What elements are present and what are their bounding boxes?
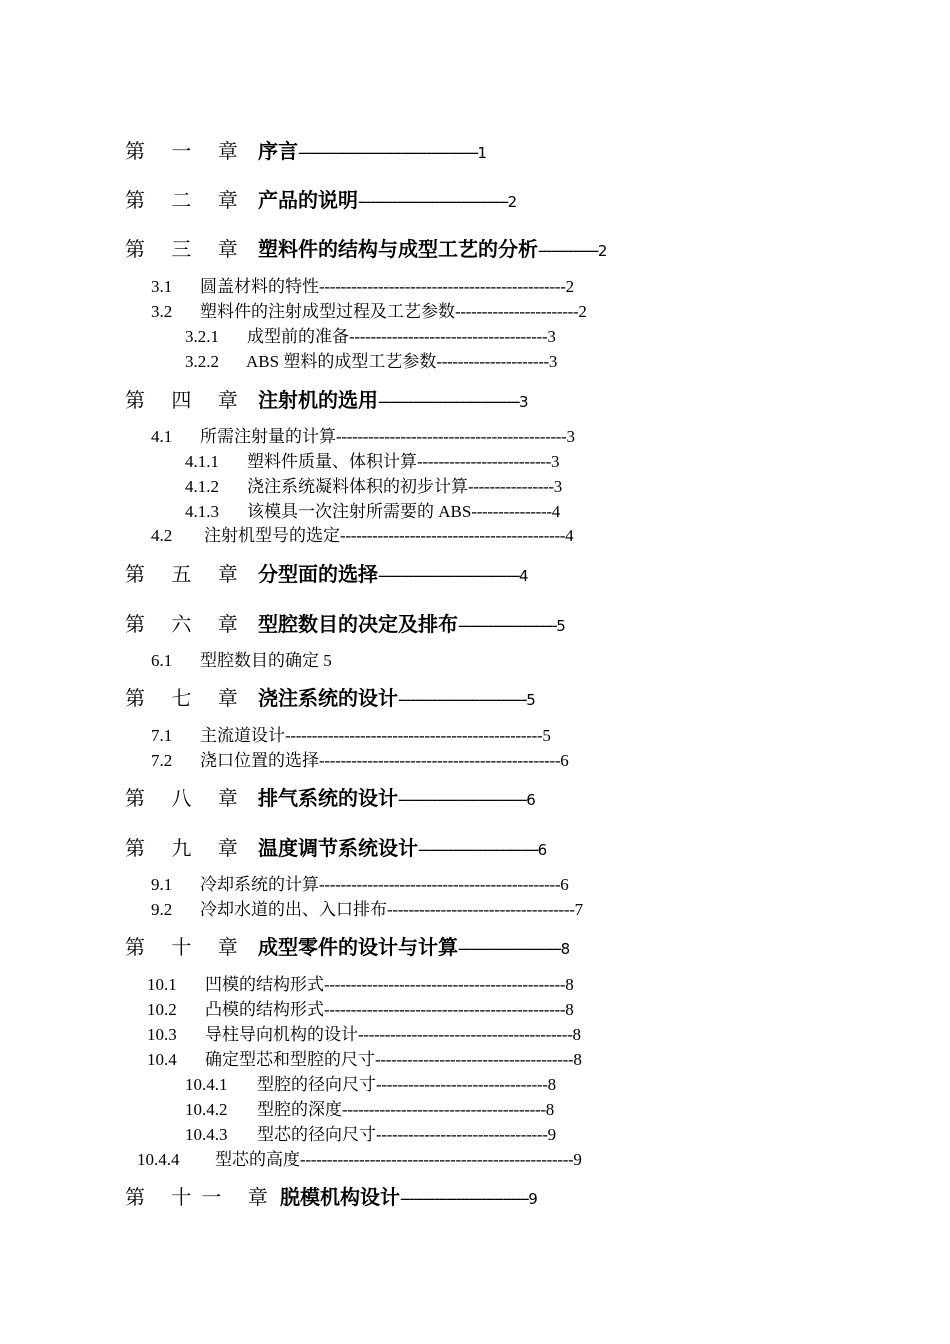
page-number: 3 — [547, 327, 556, 346]
section-title: 浇口位置的选择---------------------------------------------6 — [200, 751, 569, 770]
leader-dots: --------------------------------------------- — [324, 975, 566, 994]
chapter-label: 第 三 章 — [125, 237, 248, 261]
section-number: 3.1 — [151, 277, 173, 296]
chapter-title: 塑料件的结构与成型工艺的分析--------------2 — [258, 237, 608, 261]
section-number: 4.1.2 — [185, 477, 219, 496]
leader-dots: -------------------------------------- — [342, 1100, 546, 1119]
page-number: 4 — [551, 502, 561, 521]
chapter-label: 第 九 章 — [125, 836, 248, 860]
chapter-label: 第 七 章 — [125, 686, 248, 710]
section-number: 4.1.3 — [185, 502, 219, 521]
section-number: 4.1 — [151, 427, 173, 446]
chapter-title: 产品的说明-----------------------------------2 — [258, 188, 518, 212]
section-title: 所需注射量的计算-------------------------------------------3 — [200, 427, 576, 446]
chapter-label: 第 十 章 — [125, 935, 248, 959]
section-title: 主流道设计------------------------------------------------5 — [200, 726, 551, 745]
section-title: 圆盖材料的特性----------------------------------------------2 — [200, 277, 575, 296]
page-number: 8 — [560, 940, 571, 958]
section-number: 10.2 — [147, 1000, 177, 1019]
chapter-label: 第 五 章 — [125, 562, 248, 586]
section-title: 冷却系统的计算---------------------------------------------6 — [200, 875, 569, 894]
leader-dots: ----------------------- — [458, 616, 557, 635]
leader-dots: ----------------------------------- — [387, 900, 575, 919]
leader-dots: ---------------------------- — [418, 840, 538, 859]
section-title: 型芯的径向尺寸--------------------------------9 — [257, 1125, 557, 1144]
section-title: 塑料件质量、体积计算-------------------------3 — [247, 452, 560, 471]
section-title: 型腔的深度--------------------------------------8 — [257, 1100, 555, 1119]
section-number: 10.4.4 — [137, 1150, 180, 1169]
page-number: 3 — [548, 352, 558, 371]
leader-dots: --------------------------------- — [378, 566, 520, 585]
section-title: 凸模的结构形式---------------------------------------------8 — [205, 1000, 574, 1019]
leader-dots: ----------------------------------- — [358, 192, 508, 211]
chapter-label: 第 六 章 — [125, 612, 248, 636]
page-number: 7 — [574, 900, 584, 919]
leader-dots: ----------------------- — [455, 302, 579, 321]
section-number: 9.1 — [151, 875, 173, 894]
section-number: 10.4.1 — [185, 1075, 228, 1094]
chapter-title: 浇注系统的设计------------------------------5 — [258, 686, 536, 710]
section-number: 4.1.1 — [185, 452, 219, 471]
page-number: 2 — [578, 302, 587, 321]
section-title: 冷却水道的出、入口排布-----------------------------------7 — [200, 900, 584, 919]
page-number: 4 — [519, 567, 529, 585]
chapter-title: 注射机的选用---------------------------------3 — [258, 388, 529, 412]
leader-dots: --------------------- — [436, 352, 549, 371]
section-number: 7.2 — [151, 751, 173, 770]
section-title: 型芯的高度---------------------------------------------------9 — [215, 1150, 582, 1169]
section-title: 导柱导向机构的设计----------------------------------------8 — [205, 1025, 581, 1044]
section-title: 该模具一次注射所需要的 ABS---------------4 — [247, 502, 561, 521]
leader-dots: ------------------------------------------------ — [285, 726, 543, 745]
leader-dots: ---------------------------------------------- — [319, 277, 566, 296]
page-number: 5 — [526, 691, 536, 709]
leader-dots: ------------------------ — [458, 939, 561, 958]
section-number: 10.4.2 — [185, 1100, 228, 1119]
section-title: 确定型芯和型腔的尺寸-------------------------------------8 — [205, 1050, 582, 1069]
chapter-label: 第 四 章 — [125, 388, 248, 412]
page-number: 6 — [560, 751, 569, 770]
leader-dots: --------------------------------------------------- — [300, 1150, 574, 1169]
page-number: 3 — [551, 452, 560, 471]
section-number: 10.4.3 — [185, 1125, 228, 1144]
section-title: 成型前的准备-------------------------------------3 — [247, 327, 556, 346]
chapter-label: 第 二 章 — [125, 188, 248, 212]
chapter-title: 排气系统的设计------------------------------6 — [258, 786, 536, 810]
page-number: 8 — [565, 1000, 574, 1019]
page-number: 4 — [565, 526, 574, 545]
leader-dots: --------------------------------------------- — [324, 1000, 566, 1019]
leader-dots: ------------------------- — [417, 452, 552, 471]
section-number: 4.2 — [151, 526, 173, 545]
page-number: 9 — [528, 1190, 538, 1208]
section-number: 3.2.2 — [185, 352, 219, 371]
section-number: 10.1 — [147, 975, 177, 994]
page-number: 8 — [572, 1025, 581, 1044]
chapter-title: 成型零件的设计与计算------------------------8 — [258, 935, 571, 959]
page-number: 2 — [507, 193, 518, 211]
leader-dots: ------------------------------ — [398, 790, 527, 809]
leader-dots: --------------------------------------------- — [319, 875, 561, 894]
section-title: 型腔的径向尺寸--------------------------------8 — [257, 1075, 557, 1094]
section-number: 7.1 — [151, 726, 173, 745]
page-number: 2 — [565, 277, 575, 296]
page-number: 1 — [477, 144, 488, 162]
page-number: 5 — [556, 617, 566, 635]
leader-dots: ------------------------------------------- — [336, 427, 567, 446]
section-number: 9.2 — [151, 900, 173, 919]
leader-dots: ------------------------------ — [400, 1189, 529, 1208]
chapter-title: 分型面的选择---------------------------------4 — [258, 562, 529, 586]
section-title: 型腔数目的确定 5 — [200, 651, 332, 670]
leader-dots: -------------- — [538, 241, 598, 260]
section-title: 浇注系统凝料体积的初步计算----------------3 — [247, 477, 563, 496]
leader-dots: ---------------------------------------- — [358, 1025, 573, 1044]
section-number: 3.2.1 — [185, 327, 219, 346]
page-number: 8 — [573, 1050, 582, 1069]
section-number: 10.4 — [147, 1050, 177, 1069]
page-number: 3 — [566, 427, 576, 446]
page-number: 8 — [547, 1075, 557, 1094]
leader-dots: ------------------------------------------ — [298, 143, 478, 162]
chapter-label: 第 八 章 — [125, 786, 248, 810]
section-title: 凹模的结构形式---------------------------------------------8 — [205, 975, 574, 994]
leader-dots: ------------------------------------- — [349, 327, 548, 346]
page-number: 2 — [597, 242, 608, 260]
leader-dots: --------------------------------------------- — [319, 751, 561, 770]
section-title: 塑料件的注射成型过程及工艺参数-----------------------2 — [200, 302, 587, 321]
page-number: 8 — [545, 1100, 555, 1119]
leader-dots: ---------------- — [468, 477, 554, 496]
page-number: 6 — [560, 875, 569, 894]
chapter-label: 第 一 章 — [125, 139, 248, 163]
page-number: 3 — [519, 393, 529, 411]
section-number: 3.2 — [151, 302, 173, 321]
page-number: 9 — [547, 1125, 557, 1144]
leader-dots: ------------------------------------- — [375, 1050, 574, 1069]
leader-dots: --------------- — [471, 502, 552, 521]
leader-dots: -------------------------------- — [376, 1125, 548, 1144]
chapter-title: 序言------------------------------------------1 — [258, 139, 488, 163]
chapter-label: 第 十一 章 — [125, 1185, 278, 1209]
chapter-title: 脱模机构设计------------------------------9 — [280, 1185, 538, 1209]
chapter-title: 温度调节系统设计----------------------------6 — [258, 836, 548, 860]
leader-dots: ------------------------------ — [398, 690, 527, 709]
section-number: 10.3 — [147, 1025, 177, 1044]
page-number: 8 — [565, 975, 574, 994]
page-number: 9 — [573, 1150, 582, 1169]
section-title: 注射机型号的选定------------------------------------------4 — [204, 526, 574, 545]
page-number: 6 — [537, 841, 548, 859]
leader-dots: -------------------------------- — [376, 1075, 548, 1094]
section-title: ABS 塑料的成型工艺参数---------------------3 — [246, 352, 558, 371]
page-number: 6 — [526, 791, 536, 809]
leader-dots: ------------------------------------------ — [340, 526, 566, 545]
page-number: 5 — [542, 726, 551, 745]
leader-dots: --------------------------------- — [378, 392, 520, 411]
page-number: 3 — [553, 477, 563, 496]
chapter-title: 型腔数目的决定及排布-----------------------5 — [258, 612, 566, 636]
section-number: 6.1 — [151, 651, 173, 670]
